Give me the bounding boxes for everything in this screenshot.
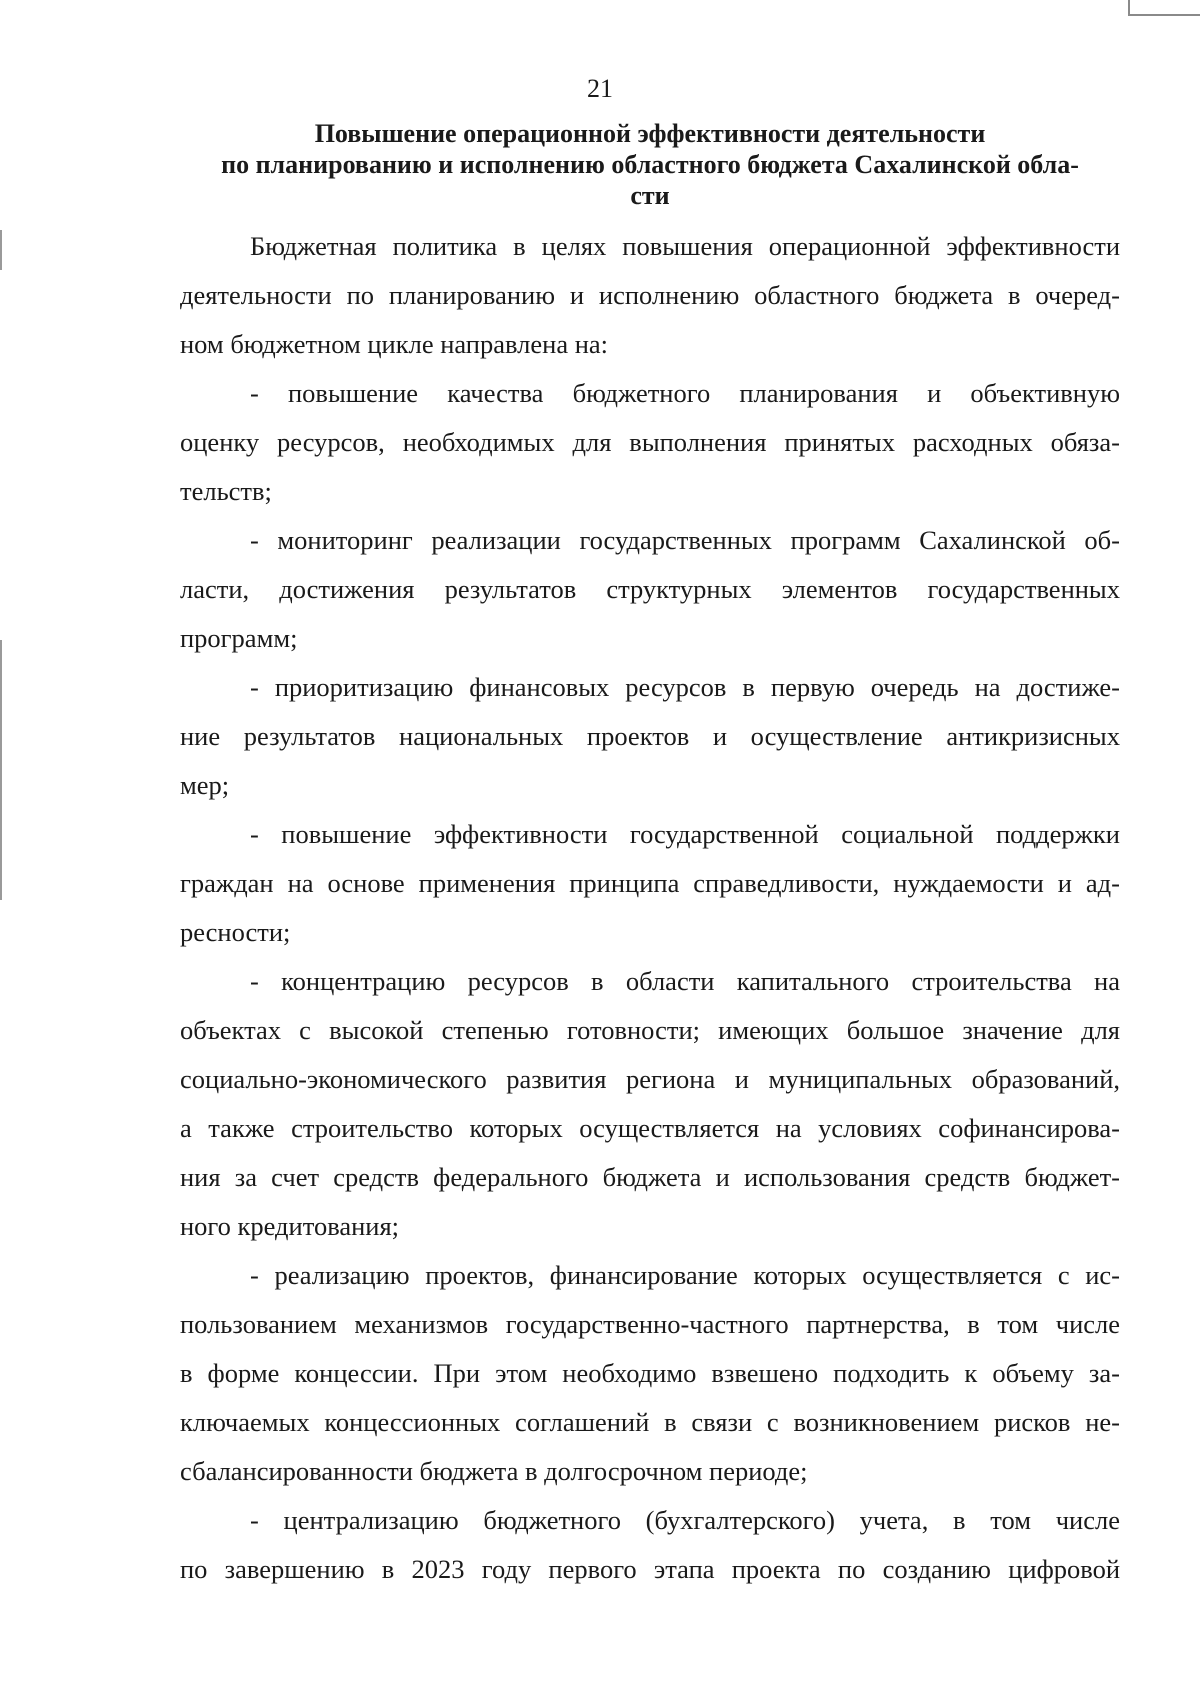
heading-line: Повышение операционной эффективности деятельности	[314, 119, 986, 148]
text-line: Бюджетная политика в целях повышения операционной эффективности	[250, 231, 1120, 261]
scan-corner-mark	[1128, 0, 1200, 16]
text-line: - повышение качества бюджетного планирования и объективную	[250, 378, 1120, 408]
text-line: ного кредитования;	[180, 1211, 400, 1241]
text-line: - реализацию проектов, финансирование которых осуществляется с ис-	[250, 1260, 1120, 1290]
text-line: в форме концессии. При этом необходимо взвешено подходить к объему за-	[180, 1358, 1120, 1388]
text-line: оценку ресурсов, необходимых для выполнения принятых расходных обяза-	[180, 427, 1120, 457]
text-line: граждан на основе применения принципа справедливости, нуждаемости и ад-	[180, 868, 1120, 898]
paragraph	[180, 957, 1120, 1251]
text-line: по завершению в 2023 году первого этапа проекта по созданию цифровой	[180, 1554, 1120, 1584]
text-line: ном бюджетном цикле направлена на:	[180, 329, 609, 359]
paragraph	[180, 810, 1120, 957]
text-line: - приоритизацию финансовых ресурсов в первую очередь на достиже-	[250, 672, 1120, 702]
text-line: - концентрацию ресурсов в области капитального строительства на	[250, 966, 1120, 996]
text-line: мер;	[180, 770, 230, 800]
paragraph	[180, 663, 1120, 810]
text-line: пользованием механизмов государственно-частного партнерства, в том числе	[180, 1309, 1120, 1339]
heading-line: по планированию и исполнению областного бюджета Сахалинской обла-	[221, 150, 1079, 179]
text-line: ласти, достижения результатов структурных элементов государственных	[180, 574, 1120, 604]
section-heading	[176, 118, 1124, 211]
page-number: 21	[587, 74, 613, 103]
text-line: деятельности по планированию и исполнению областного бюджета в очеред-	[180, 280, 1120, 310]
text-line: - централизацию бюджетного (бухгалтерского) учета, в том числе	[250, 1505, 1120, 1535]
text-line: ключаемых концессионных соглашений в связи с возникновением рисков не-	[180, 1407, 1120, 1437]
text-line: а также строительство которых осуществляется на условиях софинансирова-	[180, 1113, 1120, 1143]
document-body	[180, 222, 1120, 1594]
text-line: программ;	[180, 623, 298, 653]
scan-edge-mark	[0, 640, 2, 900]
text-line: ние результатов национальных проектов и осуществление антикризисных	[180, 721, 1120, 751]
text-line: ния за счет средств федерального бюджета и использования средств бюджет-	[180, 1162, 1120, 1192]
text-line: тельств;	[180, 476, 272, 506]
paragraph	[180, 222, 1120, 369]
paragraph	[180, 516, 1120, 663]
paragraph	[180, 1251, 1120, 1496]
scan-edge-mark	[0, 230, 2, 270]
text-line: объектах с высокой степенью готовности; имеющих большое значение для	[180, 1015, 1120, 1045]
paragraph	[180, 369, 1120, 516]
text-line: социально-экономического развития региона и муниципальных образований,	[180, 1064, 1120, 1094]
heading-line: сти	[630, 181, 670, 210]
text-line: ресности;	[180, 917, 291, 947]
text-line: сбалансированности бюджета в долгосрочном периоде;	[180, 1456, 808, 1486]
text-line: - мониторинг реализации государственных программ Сахалинской об-	[250, 525, 1120, 555]
paragraph	[180, 1496, 1120, 1594]
text-line: - повышение эффективности государственной социальной поддержки	[250, 819, 1120, 849]
